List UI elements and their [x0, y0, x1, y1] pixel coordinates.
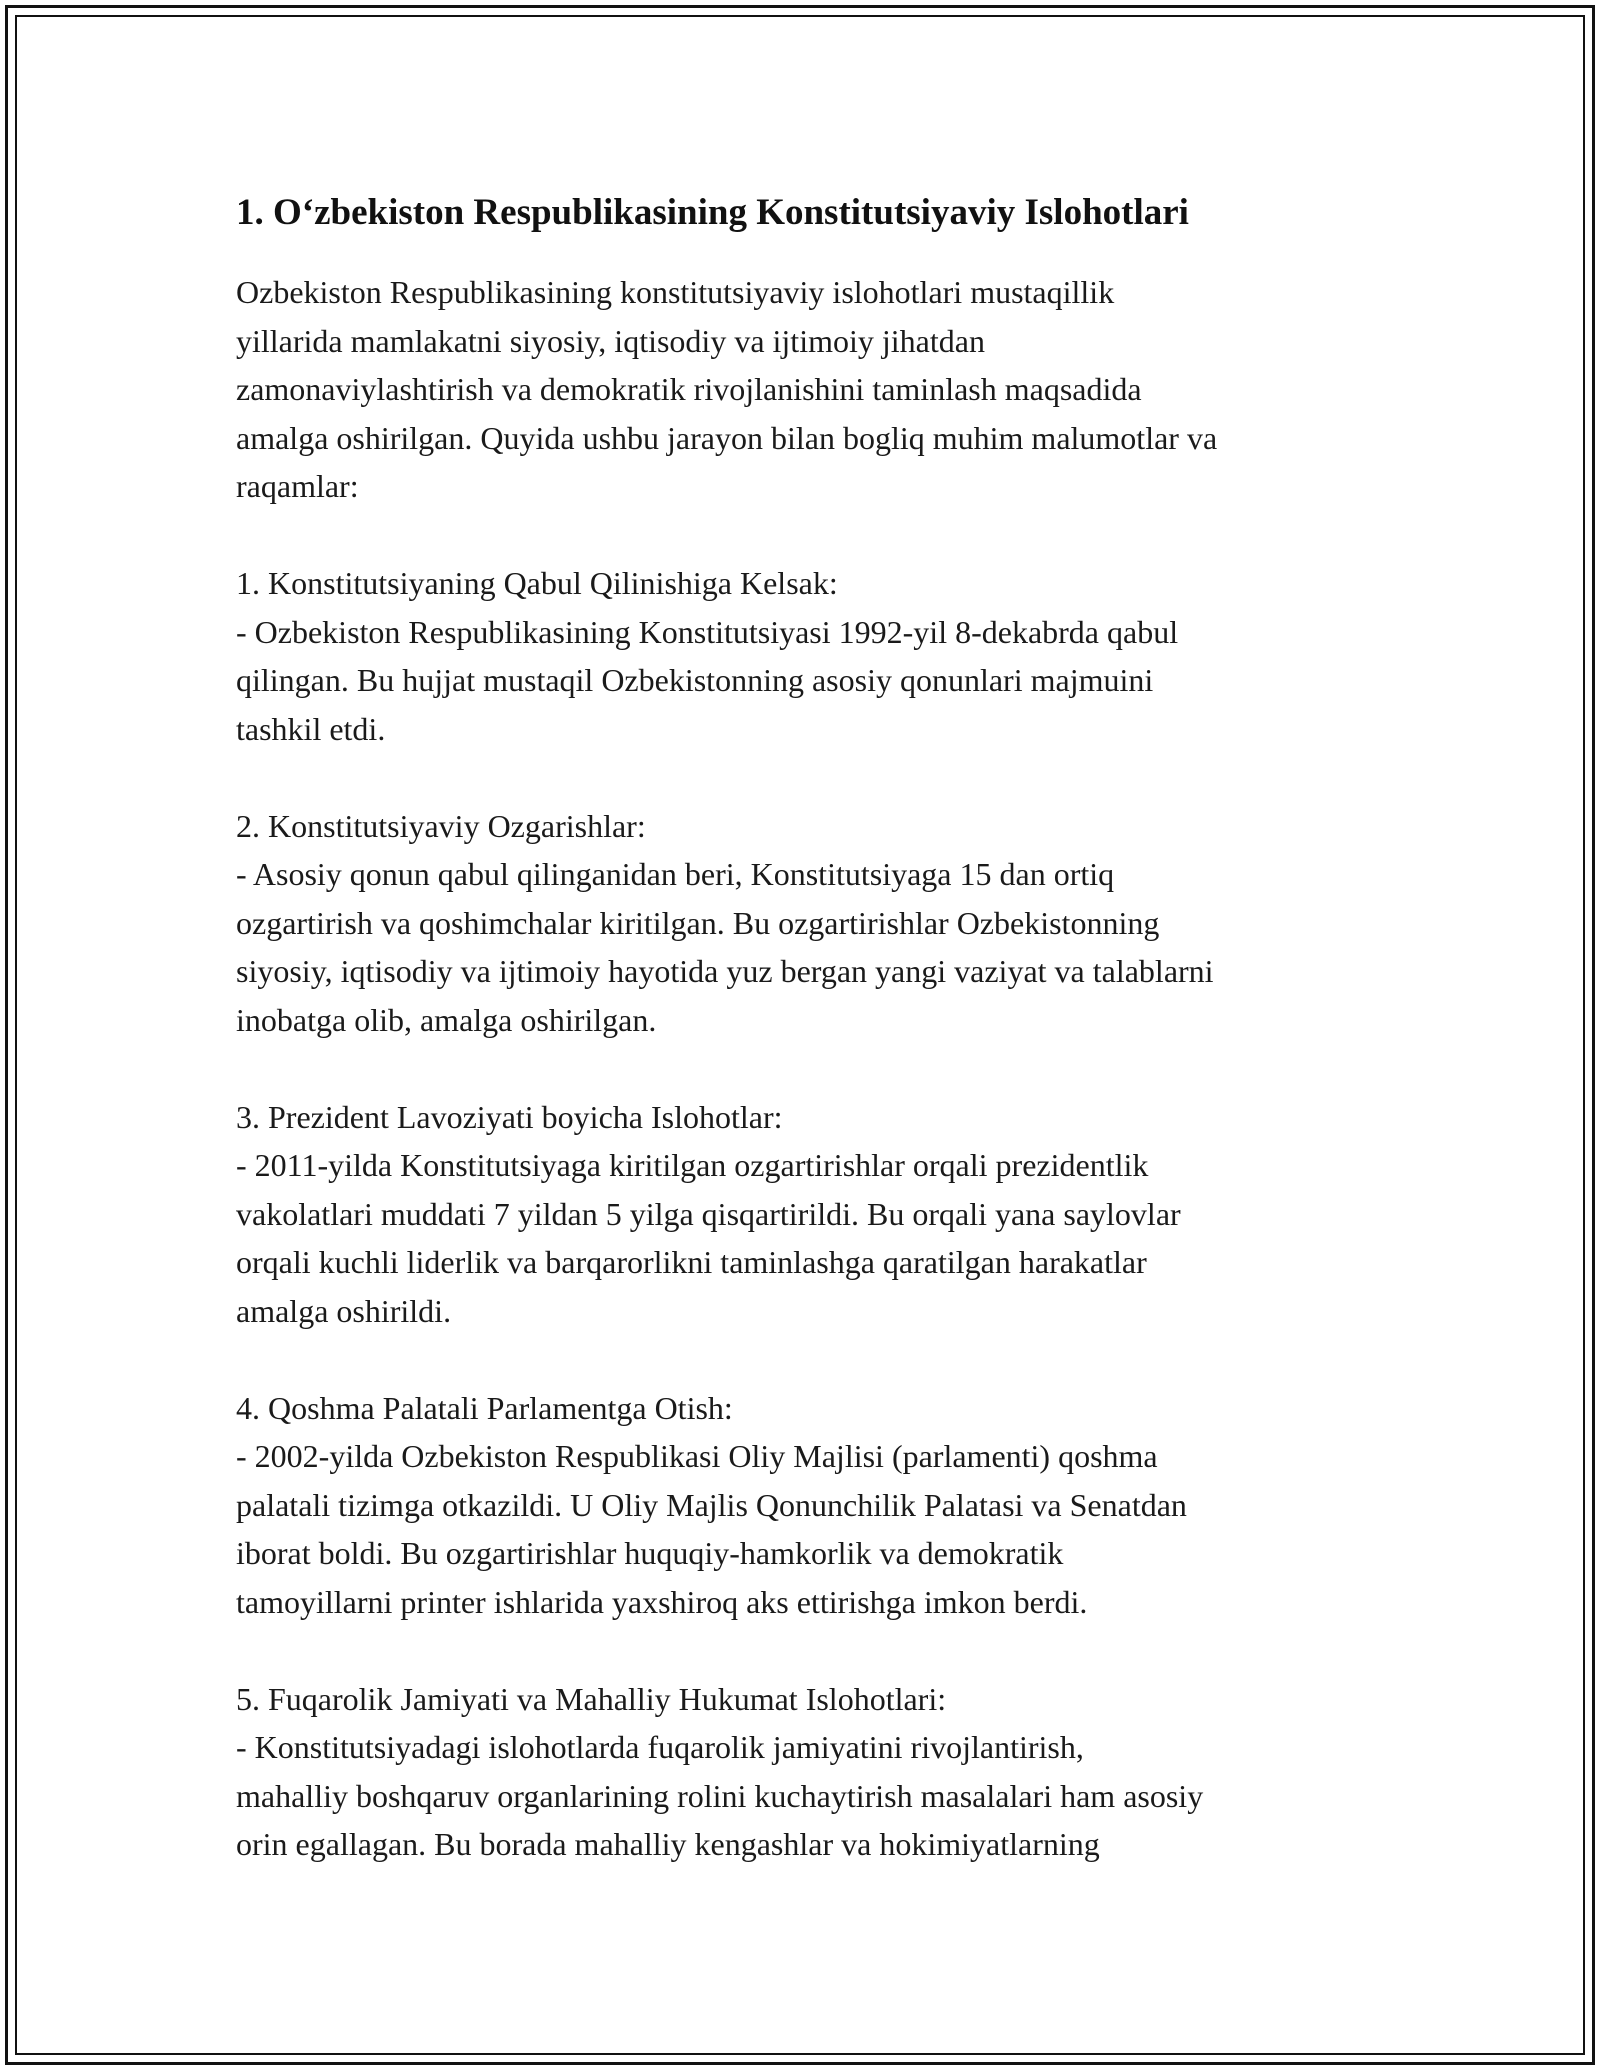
section-4 [236, 1384, 1376, 1627]
section-heading: 3. Prezident Lavoziyati boyicha Islohotlar: [236, 1098, 783, 1135]
section-text: - 2002-yilda Ozbekiston Respublikasi Oliy Majlisi (parlamenti) qoshma palatali tizimga otkazildi. U Oliy Majlis Qonunchilik Palatasi va Senatdan iborat boldi. Bu ozgartirishlar huquqiy-hamkorlik va demokratik tamoyillarni printer ishlarida yaxshiroq aks ettirishga imkon berdi. [236, 1438, 1187, 1620]
section-5 [236, 1675, 1376, 1869]
intro-paragraph: Ozbekiston Respublikasining konstitutsiyaviy islohotlari mustaqillik yillarida mamlakatni siyosiy, iqtisodiy va ijtimoiy jihatdan zamonaviylashtirish va demokratik rivojlanishini taminlash maqsadida amalga oshirilgan. Quyida ushbu jarayon bilan bogliq muhim malumotlar va raqamlar: [236, 274, 1218, 504]
section-heading: 4. Qoshma Palatali Parlamentga Otish: [236, 1389, 733, 1426]
document-body [236, 186, 1376, 1917]
section-text: - 2011-yilda Konstitutsiyaga kiritilgan ozgartirishlar orqali prezidentlik vakolatlari muddati 7 yildan 5 yilga qisqartirildi. Bu orqali yana saylovlar orqali kuchli liderlik va barqarorlikni taminlashga qaratilgan harakatlar amalga oshirildi. [236, 1147, 1181, 1329]
section-3 [236, 1093, 1376, 1336]
section-text: - Ozbekiston Respublikasining Konstitutsiyasi 1992-yil 8-dekabrda qabul qilingan. Bu hujjat mustaqil Ozbekistonning asosiy qonunlari majmuini tashkil etdi. [236, 613, 1179, 747]
document-title: 1. O‘zbekiston Respublikasining Konstitutsiyaviy Islohotlari [236, 192, 1189, 233]
section-1 [236, 559, 1376, 753]
section-2 [236, 802, 1376, 1045]
section-heading: 5. Fuqarolik Jamiyati va Mahalliy Hukumat Islohotlari: [236, 1680, 947, 1717]
section-heading: 2. Konstitutsiyaviy Ozgarishlar: [236, 807, 646, 844]
section-text: - Konstitutsiyadagi islohotlarda fuqarolik jamiyatini rivojlantirish, mahalliy boshqaruv organlarining rolini kuchaytirish masalalari ham asosiy orin egallagan. Bu borada mahalliy kengashlar va hokimiyatlarning [236, 1729, 1204, 1862]
section-text: - Asosiy qonun qabul qilinganidan beri, Konstitutsiyaga 15 dan ortiq ozgartirish va qoshimchalar kiritilgan. Bu ozgartirishlar Ozbekistonning siyosiy, iqtisodiy va ijtimoiy hayotida yuz bergan yangi vaziyat va talablarni inobatga olib, amalga oshirilgan. [236, 856, 1214, 1038]
section-heading: 1. Konstitutsiyaning Qabul Qilinishiga Kelsak: [236, 565, 838, 601]
